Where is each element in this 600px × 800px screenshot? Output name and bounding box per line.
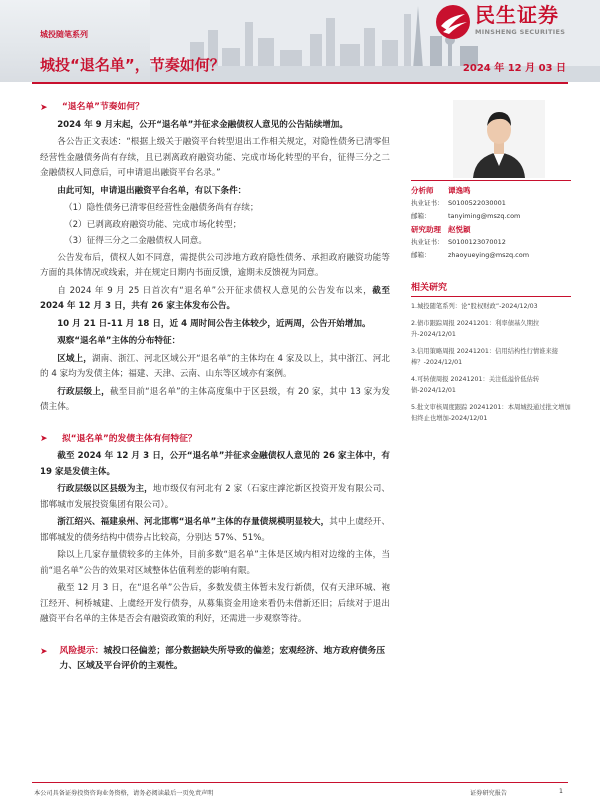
analyst-name: 谭逸鸣 — [448, 186, 471, 195]
avatar — [453, 100, 545, 178]
risk-warning — [40, 644, 390, 675]
related-link[interactable]: 5.批文审核周度跟踪 20241201：本周城投通过批文增加但终止也增加-2024/12/01 — [411, 403, 571, 422]
list-item: （1）隐性债务已清零但经营性金融债务尚有存续； — [64, 203, 259, 213]
report-header — [0, 0, 600, 82]
related-link[interactable]: 1.城投随笔系列：论“股权财政”-2024/12/03 — [411, 303, 538, 310]
paragraph: 公告发布后，债权人如不同意，需提供公司涉地方政府隐性债务、承担政府融资功能等方面的具体情况或线索，并在规定日期内书面反馈，逾期未反馈视为同意。 — [40, 252, 390, 278]
paragraph: 区域上，湖南、浙江、河北区域公开“退名单”的主体均在 4 家及以上，其中浙江、河北的 4 家均为发债主体；福建、天津、云南、山东等区域亦有案例。 — [40, 353, 390, 379]
risk-label: 风险提示： — [59, 645, 104, 656]
related-research-title: 相关研究 — [411, 280, 571, 297]
section-heading-1: ➤ “退名单”节奏如何？ — [40, 102, 144, 113]
page-number: 1 — [559, 788, 563, 795]
list-item: （3）征得三分之二金融债权人同意。 — [64, 236, 207, 246]
analyst-photo — [453, 100, 545, 178]
paragraph: 行政层级上，截至目前“退名单”的主体高度集中于区县级，有 20 家，其中 13 家为发债主体。 — [40, 386, 390, 412]
main-content — [40, 100, 390, 675]
arrow-right-icon: ➤ — [40, 434, 48, 445]
footer-divider — [32, 782, 568, 783]
arrow-right-icon: ➤ — [40, 102, 48, 113]
arrow-right-icon: ➤ — [40, 646, 48, 657]
paragraph: 2024 年 9 月末起，公开“退名单”并征求金融债权人意见的公告陆续增加。 — [57, 119, 348, 130]
paragraph: 行政层级以区县级为主，地市级仅有河北有 2 家（石家庄滹沱新区投资开发有限公司、邯郸城市发展投资集团有限公司）。 — [40, 484, 390, 510]
list-item: （2）已剥离政府融资功能、完成市场化转型； — [64, 219, 242, 230]
related-link[interactable]: 2.债市跟踪周报 20241201：利率债基久期拉升-2024/12/01 — [411, 319, 540, 338]
assistant-name: 赵悦颖 — [448, 225, 471, 234]
assistant-email[interactable]: zhaoyueying@mszq.com — [448, 251, 530, 259]
paragraph: 自 2024 年 9 月 25 日首次有“退名单”公开征求债权人意见的公告发布以来，截至 2024 年 12 月 3 日，共有 26 家主体发布公告。 — [40, 285, 390, 311]
paragraph: 10 月 21 日-11 月 18 日，近 4 周时间公告主体较少，近两周，公告开始增加。 — [57, 318, 371, 329]
section-heading-2: ➤ 拟“退名单”的发债主体有何特征？ — [40, 433, 197, 445]
report-date: 2024 年 12 月 03 日 — [462, 63, 566, 74]
logo-text-cn: 民生证券 — [475, 3, 559, 27]
paragraph: 截至 12 月 3 日，在“退名单”公告后，多数发债主体暂未发行新债，仅有天津环城、袍江经开、柯桥城建、上虞经开发行债券，从募集资金用途来看仍未借新还旧；后续对于退出融资平台名单的主体是否会有融资政策的利好，还需进一步观察等待。 — [40, 583, 390, 624]
analyst-email[interactable]: tanyiming@mszq.com — [448, 212, 521, 220]
related-research-list — [411, 301, 571, 425]
paragraph: 浙江绍兴、福建泉州、河北邯郸“退名单”主体的存量债规模明显较大，其中上虞经开、邯郸城发的债务结构中债券占比较高，分别达 57%、51%。 — [40, 517, 390, 543]
report-series: 城投随笔系列 — [40, 30, 88, 39]
paragraph: 截至 2024 年 12 月 3 日，公开“退名单”并征求金融债权人意见的 26 家主体中，有 19 家是发债主体。 — [40, 451, 390, 477]
logo-text-en: MINSHENG SECURITIES — [475, 28, 566, 36]
minsheng-logo-icon — [435, 4, 471, 40]
related-link[interactable]: 3.信用策略周报 20241201：信用结构性行情谁来接棒？-2024/12/01 — [411, 347, 559, 366]
disclaimer-note: 本公司具备证券投资咨询业务资格，请务必阅读最后一页免责声明 — [34, 790, 214, 797]
header-divider — [32, 82, 568, 84]
paragraph: 各公告正文表述：“根据上级关于融资平台转型退出工作相关规定，对隐性债务已清零但经营性金融债务尚有存续，且已剥离政府融资功能、完成市场化转型的平台，征得三分之二金融债权人同意后，可申请退出融资平台名录。” — [40, 137, 390, 178]
sidebar-divider — [411, 180, 571, 181]
sidebar — [411, 100, 571, 430]
minsheng-logo — [435, 4, 565, 40]
analyst-info: 分析师 谭逸鸣 执业证书： S0100522030001 邮箱： tanyiming@mszq.com 研究助理 赵悦颖 执业证书： S0100123070012 邮箱： zhaoyueying@mszq.com — [411, 184, 571, 262]
risk-text: 城投口径偏差；部分数据缺失所导致的偏差；宏观经济、地方政府债务压力、区域及平台评价的主观性。 — [59, 645, 386, 671]
related-link[interactable]: 4.可转债周报 20241201：关注低溢价低估转债-2024/12/01 — [411, 375, 540, 394]
paragraph: 由此可知，申请退出融资平台名单，有以下条件： — [57, 185, 247, 196]
paragraph: 除以上几家存量债较多的主体外，目前多数“退名单”主体是区域内相对边缘的主体，当前“退名单”公告的效果对区域整体估值利差的影响有限。 — [40, 550, 390, 576]
paragraph: 观察“退名单”主体的分布特征： — [57, 336, 181, 346]
report-type: 证券研究报告 — [470, 790, 508, 797]
page-title: 城投“退名单”，节奏如何？ — [40, 56, 225, 74]
